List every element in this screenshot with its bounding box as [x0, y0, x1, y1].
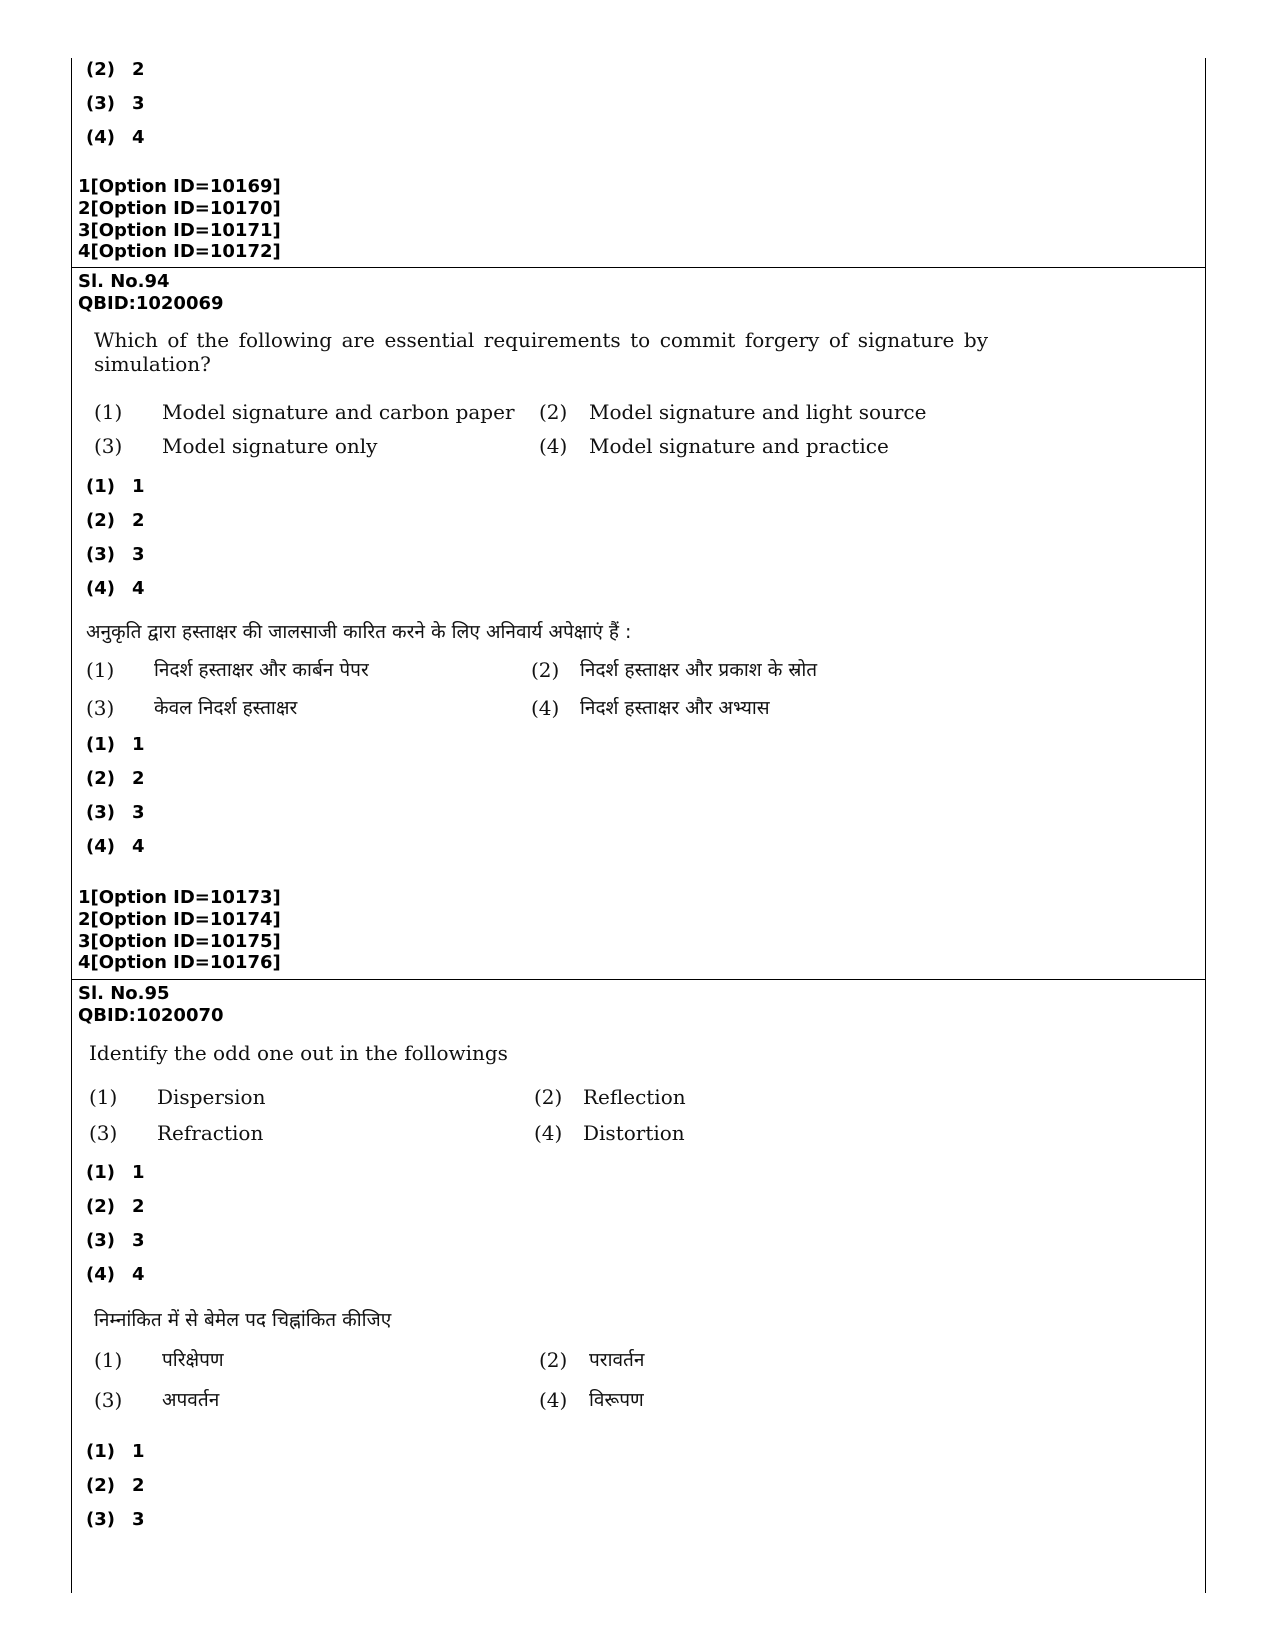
qbid: QBID:1020069 — [78, 292, 224, 314]
question-text-hi: निम्नांकित में से बेमेल पद चिह्नांकित कीजिए — [94, 1309, 392, 1331]
option-id: 3[Option ID=10175] — [78, 930, 281, 952]
choice-number: (3) — [89, 1121, 118, 1145]
answer-option: (3) 3 — [86, 93, 145, 114]
choice-number: (2) — [531, 658, 560, 682]
choice-text: Model signature and light source — [589, 400, 927, 424]
choice-number: (4) — [531, 696, 560, 720]
choice-text: Dispersion — [157, 1085, 266, 1109]
answer-option: (2) 2 — [86, 768, 145, 789]
serial-number: Sl. No.94 — [78, 271, 170, 292]
choice-number: (3) — [94, 1388, 123, 1412]
choice-text: Model signature only — [162, 434, 378, 458]
option-id: 4[Option ID=10172] — [78, 241, 281, 263]
choice-number: (1) — [89, 1085, 118, 1109]
choice-text: निदर्श हस्ताक्षर और प्रकाश के स्रोत — [580, 659, 818, 681]
answer-option: (3) 3 — [86, 544, 145, 565]
choice-text: Model signature and carbon paper — [162, 400, 515, 424]
question-text-hi: अनुकृति द्वारा हस्ताक्षर की जालसाजी कारित करने के लिए अनिवार्य अपेक्षाएं हैं : — [86, 621, 632, 643]
choice-number: (1) — [94, 400, 123, 424]
option-id: 2[Option ID=10174] — [78, 908, 281, 930]
answer-option: (1) 1 — [86, 1162, 145, 1183]
choice-number: (2) — [539, 1348, 568, 1372]
option-id: 3[Option ID=10171] — [78, 219, 281, 241]
option-id-list — [78, 887, 281, 974]
choice-number: (3) — [94, 434, 123, 458]
answer-option: (2) 2 — [86, 510, 145, 531]
option-id: 1[Option ID=10169] — [78, 176, 281, 197]
choice-text: Distortion — [583, 1121, 685, 1145]
answer-option: (3) 3 — [86, 802, 145, 823]
choice-text: केवल निदर्श हस्ताक्षर — [154, 697, 298, 719]
option-id: 1[Option ID=10173] — [78, 887, 281, 908]
serial-number: Sl. No.95 — [78, 983, 170, 1004]
choice-text: अपवर्तन — [162, 1389, 220, 1411]
choice-text: Reflection — [583, 1085, 686, 1109]
answer-option: (2) 2 — [86, 59, 145, 80]
choice-text: निदर्श हस्ताक्षर और कार्बन पेपर — [154, 659, 369, 681]
answer-option: (4) 4 — [86, 836, 145, 857]
answer-option: (3) 3 — [86, 1230, 145, 1251]
choice-number: (2) — [539, 400, 568, 424]
option-id: 4[Option ID=10176] — [78, 952, 281, 974]
choice-number: (2) — [534, 1085, 563, 1109]
answer-option: (2) 2 — [86, 1196, 145, 1217]
choice-text: निदर्श हस्ताक्षर और अभ्यास — [580, 697, 770, 719]
choice-number: (1) — [94, 1348, 123, 1372]
choice-text: परावर्तन — [589, 1349, 645, 1371]
choice-text: विरूपण — [589, 1389, 644, 1411]
choice-number: (1) — [86, 658, 115, 682]
option-id-list — [78, 176, 281, 263]
choice-text: Refraction — [157, 1121, 264, 1145]
answer-option: (1) 1 — [86, 734, 145, 755]
answer-option: (2) 2 — [86, 1475, 145, 1496]
answer-option: (3) 3 — [86, 1509, 145, 1530]
answer-option: (4) 4 — [86, 1264, 145, 1285]
section-divider — [71, 267, 1206, 268]
question-header — [78, 271, 224, 315]
choice-text: परिक्षेपण — [162, 1349, 224, 1371]
question-text-en: Identify the odd one out in the followings — [89, 1041, 508, 1065]
choice-number: (3) — [86, 696, 115, 720]
qbid: QBID:1020070 — [78, 1004, 224, 1026]
section-divider — [71, 979, 1206, 980]
choice-text: Model signature and practice — [589, 434, 889, 458]
question-header — [78, 983, 224, 1027]
answer-option: (4) 4 — [86, 578, 145, 599]
option-id: 2[Option ID=10170] — [78, 197, 281, 219]
choice-number: (4) — [539, 434, 568, 458]
choice-number: (4) — [534, 1121, 563, 1145]
answer-option: (1) 1 — [86, 1441, 145, 1462]
question-text-en: Which of the following are essential requirements to commit forgery of signature by simulation? — [94, 328, 988, 376]
answer-option: (4) 4 — [86, 127, 145, 148]
answer-option: (1) 1 — [86, 476, 145, 497]
choice-number: (4) — [539, 1388, 568, 1412]
